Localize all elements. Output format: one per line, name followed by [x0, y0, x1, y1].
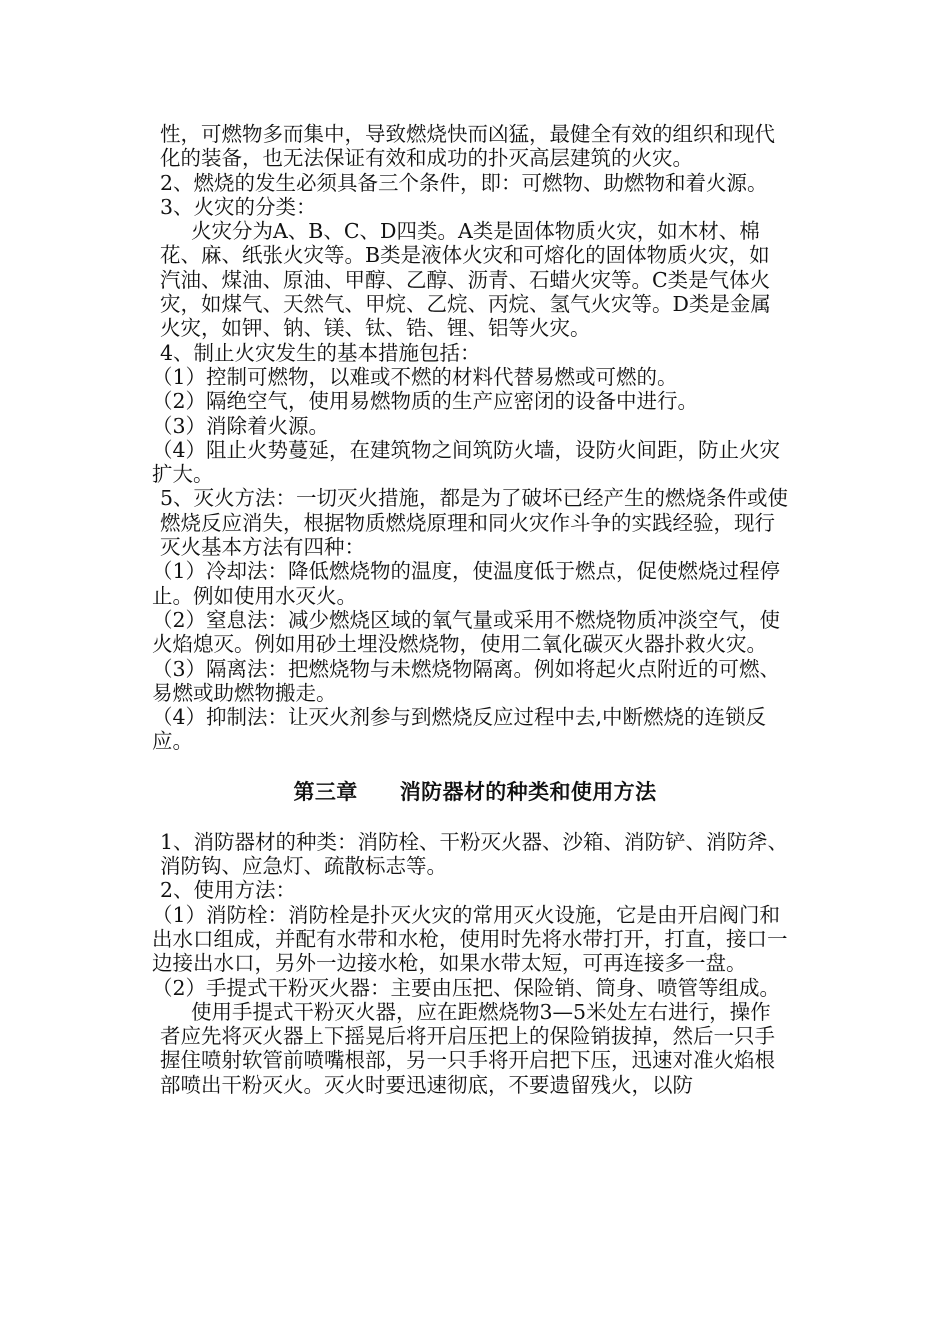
paragraph-highrise-continuation: 性，可燃物多而集中，导致燃烧快而凶猛，最健全有效的组织和现代化的装备，也无法保证有效和成功的扑灭高层建筑的火灾。	[160, 122, 775, 171]
list-item-prevention-4: （4）阻止火势蔓延，在建筑物之间筑防火墙，设防火间距，防止火灾扩大。	[152, 437, 781, 487]
list-item-method-smothering: （2）窒息法：减少燃烧区域的氧气量或采用不燃烧物质冲淡空气，使火焰熄灭。例如用砂土埋没燃烧物，使用二氧化碳灭火器扑救火灾。	[152, 607, 781, 657]
paragraph-prevention-heading: 4、制止火灾发生的基本措施包括：	[160, 340, 481, 365]
list-item-method-cooling: （1）冷却法：降低燃烧物的温度，使温度低于燃点，促使燃烧过程停止。例如使用水灭火。	[152, 559, 781, 608]
paragraph-extinguisher-usage: 使用手提式干粉灭火器，应在距燃烧物3—5米处左右进行，操作者应先将灭火器上下摇晃后将开启压把上的保险销拔掉，然后一只手握住喷射软管前喷嘴根部，另一只手将开启把下压，迅速对准火焰根部喷出干粉灭火。灭火时要迅速彻底，不要遗留残火，以防	[160, 999, 775, 1097]
list-item-prevention-3: （3）消除着火源。	[152, 413, 330, 438]
paragraph-combustion-conditions: 2、燃烧的发生必须具备三个条件，即：可燃物、助燃物和着火源。	[160, 170, 768, 195]
list-item-method-isolation: （3）隔离法：把燃烧物与未燃烧物隔离。例如将起火点附近的可燃、易燃或助燃物搬走。	[152, 656, 781, 705]
paragraph-equipment-types: 1、消防器材的种类：消防栓、干粉灭火器、沙箱、消防铲、消防斧、消防钩、应急灯、疏散标志等。	[160, 829, 789, 879]
chapter-heading	[160, 778, 790, 806]
list-item-prevention-2: （2）隔绝空气，使用易燃物质的生产应密闭的设备中进行。	[152, 389, 699, 414]
chapter-number: 第三章	[293, 779, 358, 804]
paragraph-fire-classification-heading: 3、火灾的分类：	[160, 194, 317, 219]
list-item-extinguisher-parts: （2）手提式干粉灭火器：主要由压把、保险销、筒身、喷管等组成。	[152, 975, 781, 1000]
paragraph-fire-classes: 火灾分为A、B、C、D四类。A类是固体物质火灾，如木材、棉花、麻、纸张火灾等。B类是液体火灾和可熔化的固体物质火灾，如汽油、煤油、原油、甲醇、乙醇、沥青、石蜡火灾等。C类是气体火灾，如煤气、天然气、甲烷、乙烷、丙烷、氢气火灾等。D类是金属火灾，如钾、钠、镁、钛、锆、锂、铝等火灾。	[160, 219, 771, 341]
document-body	[152, 122, 790, 1097]
list-item-method-inhibition: （4）抑制法：让灭火剂参与到燃烧反应过程中去,中断燃烧的连锁反应。	[152, 705, 767, 754]
list-item-prevention-1: （1）控制可燃物，以难或不燃的材料代替易燃或可燃的。	[152, 364, 678, 389]
chapter-title: 消防器材的种类和使用方法	[399, 779, 657, 804]
paragraph-usage-heading: 2、使用方法：	[160, 878, 297, 903]
list-item-hydrant-usage: （1）消防栓：消防栓是扑灭火灾的常用灭火设施，它是由开启阀门和出水口组成，并配有水带和水枪，使用时先将水带打开，打直，接口一边接出水口，另外一边接水枪，如果水带太短，可再连接多一盘。	[152, 902, 788, 976]
paragraph-extinguishing-methods: 5、灭火方法：一切灭火措施，都是为了破坏已经产生的燃烧条件或使燃烧反应消失，根据物质燃烧原理和同火灾作斗争的实践经验，现行灭火基本方法有四种：	[160, 486, 789, 560]
